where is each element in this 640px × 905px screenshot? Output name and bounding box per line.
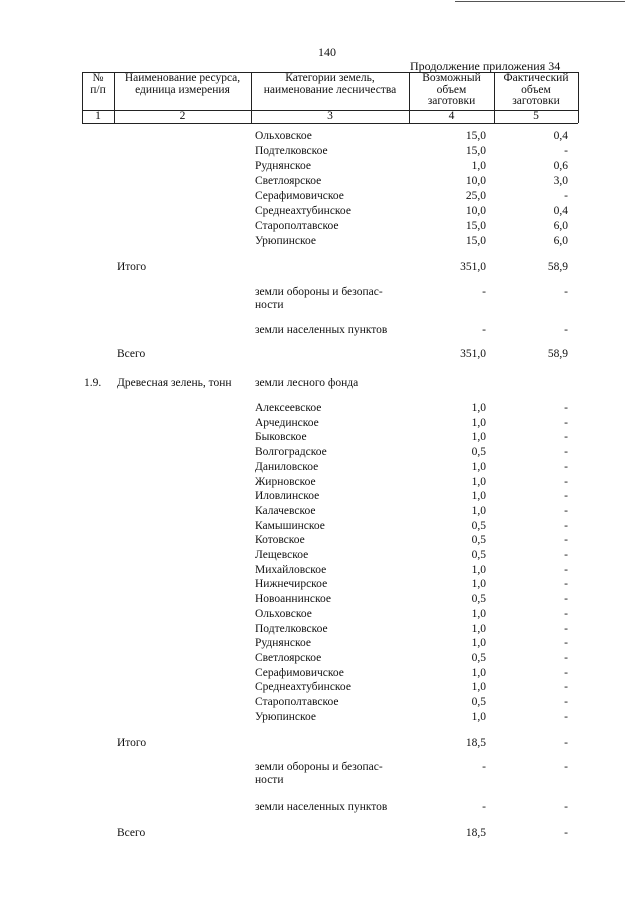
actual-volume: - (564, 402, 568, 414)
actual-volume: - (564, 637, 568, 650)
itogo-possible: 18,5 (465, 737, 486, 749)
column-number-2: 2 (179, 110, 186, 122)
itogo-label: Итого (117, 737, 147, 749)
actual-volume: - (564, 475, 568, 488)
actual-volume: 3,0 (553, 175, 568, 187)
actual-volume: - (564, 190, 568, 202)
possible-volume: 1,0 (471, 710, 486, 723)
actual-volume: - (564, 490, 568, 503)
forestry-name: Светлоярское (255, 175, 322, 187)
actual-volume: 0,4 (553, 130, 568, 142)
actual-volume: - (564, 593, 568, 606)
vsego-actual: 58,9 (547, 348, 568, 360)
possible-volume: 1,0 (471, 431, 486, 444)
possible-volume: 0,5 (471, 549, 486, 561)
forestry-name: Подтелковское (255, 622, 328, 635)
forestry-name: Руднянское (255, 160, 311, 172)
forestry-name: Руднянское (255, 637, 311, 650)
header-possible: Возможный объем заготовки (422, 72, 481, 107)
forestry-name: Светлоярское (255, 651, 322, 664)
actual-volume: - (564, 622, 568, 635)
defense-actual: - (564, 761, 568, 773)
itogo-label: Итого (117, 261, 147, 273)
actual-volume: 0,4 (553, 205, 568, 217)
forestry-name: Ольховское (255, 607, 312, 620)
itogo-possible: 351,0 (460, 261, 486, 273)
settlements-possible: - (482, 324, 486, 336)
settlements-actual: - (564, 801, 568, 813)
actual-volume: - (564, 549, 568, 561)
vsego-possible: 18,5 (465, 827, 486, 839)
header-resource: Наименование ресурса, единица измерения (124, 72, 241, 96)
possible-volume: 1,0 (471, 490, 486, 503)
grid-line-5 (578, 72, 579, 123)
possible-volume: 0,5 (471, 696, 486, 708)
actual-volume: - (564, 666, 568, 679)
possible-volume: 10,0 (465, 175, 486, 187)
settlements-actual: - (564, 324, 568, 336)
actual-volume: - (564, 446, 568, 459)
forestry-name: Серафимовичское (255, 190, 344, 202)
possible-volume: 25,0 (465, 190, 486, 202)
forestry-name: Урюпинское (255, 710, 317, 723)
forestry-name: Среднеахтубинское (255, 681, 351, 694)
possible-volume: 15,0 (465, 235, 486, 247)
possible-volume: 1,0 (471, 504, 486, 517)
header-category: Категории земель, наименование лесничества (263, 72, 397, 96)
forestry-name: Алексеевское (255, 402, 322, 414)
actual-volume: - (564, 710, 568, 723)
forestry-name: Лещевское (255, 549, 309, 561)
colnum-bottom-border (82, 123, 578, 124)
possible-volume: 0,5 (471, 593, 486, 606)
settlements-possible: - (482, 801, 486, 813)
column-number-3: 3 (327, 110, 333, 122)
forestry-name: Урюпинское (255, 235, 317, 247)
possible-volume: 0,5 (471, 651, 486, 664)
possible-volume: 1,0 (471, 681, 486, 694)
forestry-name: Быковское (255, 431, 307, 444)
actual-volume: - (564, 431, 568, 444)
actual-volume: 6,0 (553, 235, 568, 247)
forestry-name: Нижнечирское (255, 578, 328, 591)
possible-volume: 1,0 (471, 160, 486, 172)
possible-volume: 1,0 (471, 460, 486, 473)
item-number: 1.9. (84, 377, 102, 389)
possible-volume: 1,0 (471, 475, 486, 488)
forestry-name: Арчединское (255, 416, 319, 429)
forestry-name: Ольховское (255, 130, 312, 142)
forestry-name: Новоаннинское (255, 593, 331, 606)
resource-name: Древесная зелень, тонн (117, 377, 232, 389)
defense-lands-label: земли обороны и безопас- (255, 286, 383, 298)
possible-volume: 1,0 (471, 637, 486, 650)
possible-volume: 1,0 (471, 578, 486, 591)
possible-volume: 15,0 (465, 130, 486, 142)
forestry-name: Даниловское (255, 460, 319, 473)
possible-volume: 0,5 (471, 446, 486, 459)
defense-actual: - (564, 286, 568, 298)
possible-volume: 0,5 (471, 519, 486, 532)
column-number-4: 4 (448, 110, 455, 122)
forestry-name: Иловлинское (255, 490, 320, 503)
actual-volume: - (564, 681, 568, 694)
vsego-label: Всего (117, 348, 146, 360)
page-number: 140 (318, 45, 336, 59)
actual-volume: 0,6 (553, 160, 568, 172)
actual-volume: 6,0 (553, 220, 568, 232)
settlements-label: земли населенных пунктов (255, 324, 388, 336)
actual-volume: - (564, 416, 568, 429)
land-category: земли лесного фонда (255, 377, 359, 389)
possible-volume: 0,5 (471, 534, 486, 547)
itogo-actual: 58,9 (547, 261, 568, 273)
forestry-name: Калачевское (255, 504, 316, 517)
possible-volume: 1,0 (471, 402, 486, 414)
possible-volume: 15,0 (465, 220, 486, 232)
forestry-name: Серафимовичское (255, 666, 344, 679)
actual-volume: - (564, 534, 568, 547)
defense-lands-label-cont: ности (255, 299, 284, 311)
forestry-name: Камышинское (255, 519, 325, 532)
possible-volume: 15,0 (465, 145, 486, 157)
actual-volume: - (564, 504, 568, 517)
settlements-label: земли населенных пунктов (255, 801, 388, 813)
actual-volume: - (564, 460, 568, 473)
forestry-name: Подтелковское (255, 145, 328, 157)
vsego-possible: 351,0 (460, 348, 486, 360)
top-rule (455, 1, 625, 2)
possible-volume: 1,0 (471, 666, 486, 679)
defense-possible: - (482, 286, 486, 298)
actual-volume: - (564, 651, 568, 664)
column-number-5: 5 (533, 110, 539, 122)
column-number-1: 1 (95, 110, 101, 122)
defense-lands-label: земли обороны и безопас- (255, 761, 383, 773)
actual-volume: - (564, 578, 568, 591)
forestry-name: Михайловское (255, 563, 327, 576)
actual-volume: - (564, 519, 568, 532)
forestry-name: Среднеахтубинское (255, 205, 351, 217)
possible-volume: 1,0 (471, 622, 486, 635)
actual-volume: - (564, 563, 568, 576)
forestry-name: Старополтавское (255, 220, 339, 232)
vsego-label: Всего (117, 827, 146, 839)
forestry-name: Котовское (255, 534, 305, 547)
forestry-name: Жирновское (255, 475, 316, 488)
header-actual: Фактический объем заготовки (503, 72, 569, 107)
forestry-name: Старополтавское (255, 696, 339, 708)
possible-volume: 10,0 (465, 205, 486, 217)
actual-volume: - (564, 145, 568, 157)
header-number: № п/п (90, 72, 106, 96)
actual-volume: - (564, 696, 568, 708)
vsego-actual: - (564, 827, 568, 839)
possible-volume: 1,0 (471, 607, 486, 620)
continuation-note: Продолжение приложения 34 (410, 59, 561, 73)
possible-volume: 1,0 (471, 563, 486, 576)
possible-volume: 1,0 (471, 416, 486, 429)
defense-lands-label-cont: ности (255, 774, 284, 786)
defense-possible: - (482, 761, 486, 773)
actual-volume: - (564, 607, 568, 620)
itogo-actual: - (564, 737, 568, 749)
forestry-name: Волгоградское (255, 446, 327, 459)
